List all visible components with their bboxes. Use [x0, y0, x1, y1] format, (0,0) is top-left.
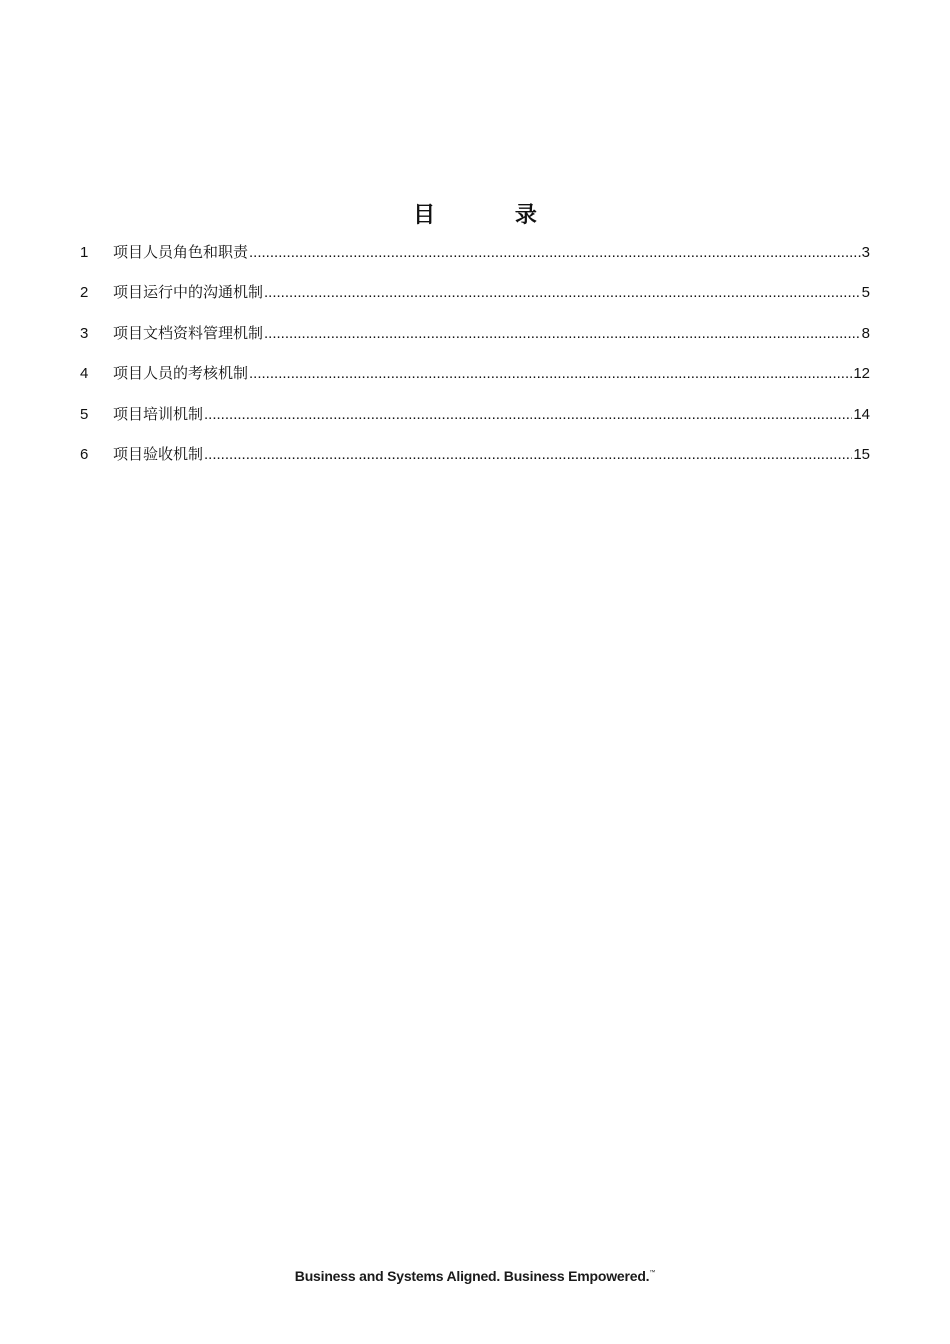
toc-dot-leader [204, 401, 852, 429]
toc-dot-leader [264, 320, 861, 348]
toc-list [80, 238, 870, 480]
toc-entry[interactable] [80, 278, 870, 318]
toc-entry-number: 4 [80, 365, 89, 383]
toc-entry-page[interactable]: 5 [861, 284, 870, 302]
toc-entry-number: 1 [80, 244, 89, 261]
toc-entry-page[interactable]: 14 [853, 405, 870, 423]
toc-entry-label[interactable]: 项目验收机制 [113, 444, 204, 463]
toc-entry-label[interactable]: 项目人员的考核机制 [113, 364, 249, 383]
toc-entry-label[interactable]: 项目培训机制 [113, 404, 204, 423]
footer-tagline [0, 1268, 950, 1284]
toc-dot-leader [249, 239, 861, 267]
toc-entry[interactable] [80, 359, 870, 399]
trademark-symbol: ™ [649, 1270, 656, 1276]
toc-entry[interactable] [80, 238, 870, 278]
toc-entry[interactable] [80, 440, 870, 480]
toc-entry[interactable] [80, 400, 870, 440]
toc-entry-number: 5 [80, 405, 89, 423]
toc-entry-page[interactable]: 12 [853, 365, 870, 383]
toc-entry-number: 3 [80, 324, 89, 342]
toc-entry-page[interactable]: 8 [861, 324, 870, 342]
toc-entry-page[interactable]: 3 [861, 244, 870, 261]
toc-entry-number: 2 [80, 284, 89, 302]
toc-entry-number: 6 [80, 445, 89, 463]
toc-dot-leader [204, 441, 852, 469]
toc-entry-label[interactable]: 项目文档资料管理机制 [113, 323, 264, 342]
toc-entry-label[interactable]: 项目人员角色和职责 [113, 243, 249, 261]
toc-dot-leader [264, 279, 861, 307]
toc-entry-label[interactable]: 项目运行中的沟通机制 [113, 283, 264, 302]
toc-dot-leader [249, 360, 852, 388]
toc-entry[interactable] [80, 319, 870, 359]
toc-entry-page[interactable]: 15 [853, 445, 870, 463]
footer-tagline-text: Business and Systems Aligned. Business Empowered. [294, 1268, 650, 1284]
toc-title: 目 录 [413, 203, 573, 228]
